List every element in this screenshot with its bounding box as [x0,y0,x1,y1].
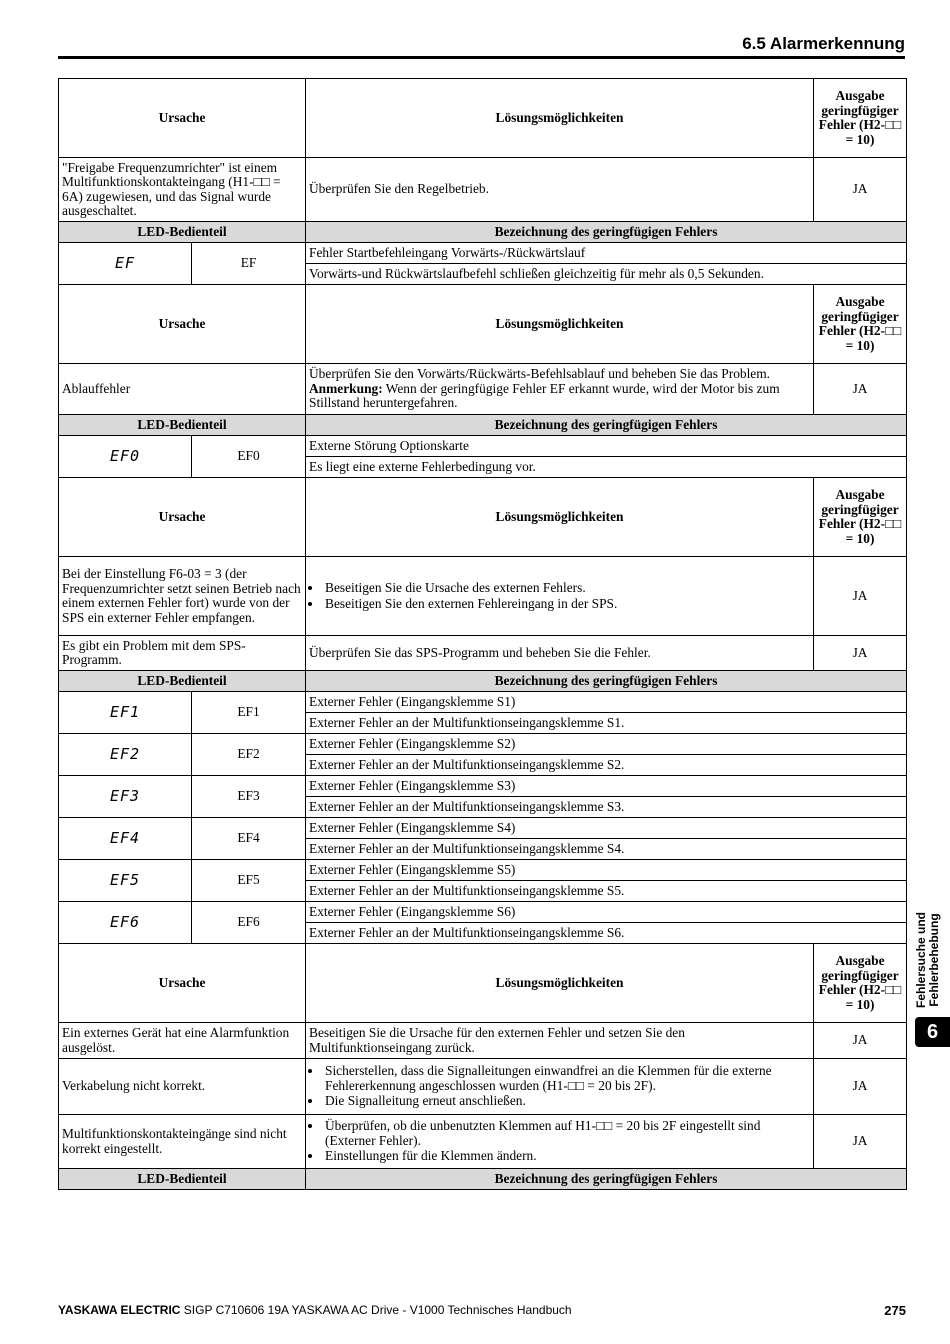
list-item: • Beseitigen Sie die Ursache des externen Fehlers. [323,581,810,596]
cause-header: Ursache [59,944,306,1023]
fault-name: Fehler Startbefehleingang Vorwärts-/Rückwärtslauf [306,243,907,264]
fault-name: Externer Fehler (Eingangsklemme S5) [306,860,907,881]
table-header-row [59,285,907,364]
cause-cell: Ablauffehler [59,364,306,415]
fault-desc: Externer Fehler an der Multifunktionseingangsklemme S3. [306,797,907,818]
fault-desc: Externer Fehler an der Multifunktionseingangsklemme S6. [306,923,907,944]
led-header: LED-Bedienteil [59,222,306,243]
fault-row [59,692,907,713]
output-header: Ausgabe geringfügiger Fehler (H2-□□ = 10) [814,944,907,1023]
fault-code: EF3 [192,776,306,818]
output-header: Ausgabe geringfügiger Fehler (H2-□□ = 10) [814,478,907,557]
lcd-display: EF2 [59,734,192,776]
cause-header: Ursache [59,478,306,557]
table-row [59,364,907,415]
lcd-display: EF5 [59,860,192,902]
table-header-row [59,79,907,158]
output-cell: JA [814,364,907,415]
name-header: Bezeichnung des geringfügigen Fehlers [306,222,907,243]
fault-desc: Externer Fehler an der Multifunktionseingangsklemme S5. [306,881,907,902]
fault-code: EF5 [192,860,306,902]
name-header: Bezeichnung des geringfügigen Fehlers [306,1169,907,1190]
fault-name: Externer Fehler (Eingangsklemme S1) [306,692,907,713]
solution-list [309,1064,810,1109]
table-row [59,1023,907,1059]
output-header: Ausgabe geringfügiger Fehler (H2-□□ = 10) [814,79,907,158]
table-header-row [59,944,907,1023]
list-item: • Sicherstellen, dass die Signalleitungen einwandfrei an die Klemmen für die externe Fehlererkennung angeschlossen wurden (H1-□□ = 20 bis 2F). [323,1064,810,1093]
fault-row [59,860,907,881]
table-row [59,1115,907,1169]
solutions-header: Lösungsmöglichkeiten [306,944,814,1023]
note-label: Anmerkung: [309,380,383,396]
fault-name: Externer Fehler (Eingangsklemme S4) [306,818,907,839]
list-item: • Die Signalleitung erneut anschließen. [323,1094,810,1109]
led-header: LED-Bedienteil [59,671,306,692]
alarm-table [58,78,907,1190]
cause-cell: Multifunktionskontakteingänge sind nicht korrekt eingestellt. [59,1115,306,1169]
cause-header: Ursache [59,285,306,364]
list-item: • Überprüfen, ob die unbenutzten Klemmen auf H1-□□ = 20 bis 2F eingestellt sind (Externer Fehler). [323,1119,810,1148]
output-cell: JA [814,158,907,222]
fault-name: Externer Fehler (Eingangsklemme S3) [306,776,907,797]
lcd-display: EF6 [59,902,192,944]
fault-desc: Externer Fehler an der Multifunktionseingangsklemme S4. [306,839,907,860]
page-footer [58,1303,906,1317]
solution-list [309,1119,810,1164]
lcd-display: EF4 [59,818,192,860]
fault-code: EF1 [192,692,306,734]
cause-cell: Es gibt ein Problem mit dem SPS-Programm. [59,636,306,671]
cause-header: Ursache [59,79,306,158]
chapter-number-tab: 6 [915,1017,950,1047]
note-text: Wenn der geringfügige Fehler EF erkannt wurde, wird der Motor bis zum Stillstand heruntergefahren. [309,380,780,411]
name-header: Bezeichnung des geringfügigen Fehlers [306,415,907,436]
lcd-display: EF [59,243,192,285]
fault-desc: Externer Fehler an der Multifunktionseingangsklemme S2. [306,755,907,776]
list-item: • Einstellungen für die Klemmen ändern. [323,1149,810,1164]
footer-doc-info [58,1303,572,1317]
fault-name: Externe Störung Optionskarte [306,436,907,457]
table-row [59,1059,907,1115]
fault-row [59,818,907,839]
led-header-row [59,222,907,243]
fault-code: EF [192,243,306,285]
lcd-display: EF3 [59,776,192,818]
fault-code: EF0 [192,436,306,478]
solution-cell [306,1059,814,1115]
solution-cell: Beseitigen Sie die Ursache für den externen Fehler und setzen Sie den Multifunktionseingang zurück. [306,1023,814,1059]
fault-desc: Externer Fehler an der Multifunktionseingangsklemme S1. [306,713,907,734]
solutions-header: Lösungsmöglichkeiten [306,478,814,557]
solutions-header: Lösungsmöglichkeiten [306,79,814,158]
table-row [59,557,907,636]
output-cell: JA [814,1059,907,1115]
solution-cell [306,364,814,415]
solution-text: Überprüfen Sie den Vorwärts/Rückwärts-Befehlsablauf und beheben Sie das Problem. [309,366,771,382]
cause-cell: Bei der Einstellung F6-03 = 3 (der Frequenzumrichter setzt seinen Betrieb nach einem externen Fehler fort) wurde von der SPS ein externer Fehler empfangen. [59,557,306,636]
fault-name: Externer Fehler (Eingangsklemme S2) [306,734,907,755]
fault-code: EF4 [192,818,306,860]
cause-cell: Ein externes Gerät hat eine Alarmfunktion ausgelöst. [59,1023,306,1059]
fault-row [59,436,907,457]
fault-code: EF6 [192,902,306,944]
cause-cell: Verkabelung nicht korrekt. [59,1059,306,1115]
chapter-side-label: Fehlersuche und Fehlerbehebung [914,911,941,1009]
led-header-row [59,1169,907,1190]
table-header-row [59,478,907,557]
output-cell: JA [814,557,907,636]
table-row [59,636,907,671]
solution-list [309,581,810,611]
list-item: • Beseitigen Sie den externen Fehlereingang in der SPS. [323,597,810,612]
footer-doc-title: SIGP C710606 19A YASKAWA AC Drive - V1000 Technisches Handbuch [180,1303,572,1317]
led-header-row [59,415,907,436]
solutions-header: Lösungsmöglichkeiten [306,285,814,364]
section-title: 6.5 Alarmerkennung [742,34,905,53]
fault-name: Externer Fehler (Eingangsklemme S6) [306,902,907,923]
fault-row [59,734,907,755]
cause-cell: "Freigabe Frequenzumrichter" ist einem Multifunktionskontakteingang (H1-□□ = 6A) zugewiesen, und das Signal wurde ausgeschaltet. [59,158,306,222]
page-header [58,34,905,59]
solution-cell: Überprüfen Sie das SPS-Programm und beheben Sie die Fehler. [306,636,814,671]
fault-row [59,243,907,264]
chapter-side-tab [915,905,943,1015]
output-cell: JA [814,636,907,671]
fault-desc: Vorwärts-und Rückwärtslaufbefehl schließen gleichzeitig für mehr als 0,5 Sekunden. [306,264,907,285]
led-header: LED-Bedienteil [59,415,306,436]
page-number: 275 [884,1303,906,1318]
output-cell: JA [814,1023,907,1059]
lcd-display: EF1 [59,692,192,734]
footer-brand: YASKAWA ELECTRIC [58,1303,181,1317]
solution-cell: Überprüfen Sie den Regelbetrieb. [306,158,814,222]
solution-cell [306,1115,814,1169]
output-cell: JA [814,1115,907,1169]
led-header-row [59,671,907,692]
solution-cell [306,557,814,636]
lcd-display: EF0 [59,436,192,478]
name-header: Bezeichnung des geringfügigen Fehlers [306,671,907,692]
fault-row [59,776,907,797]
table-row [59,158,907,222]
fault-desc: Es liegt eine externe Fehlerbedingung vor. [306,457,907,478]
fault-row [59,902,907,923]
fault-code: EF2 [192,734,306,776]
output-header: Ausgabe geringfügiger Fehler (H2-□□ = 10) [814,285,907,364]
led-header: LED-Bedienteil [59,1169,306,1190]
